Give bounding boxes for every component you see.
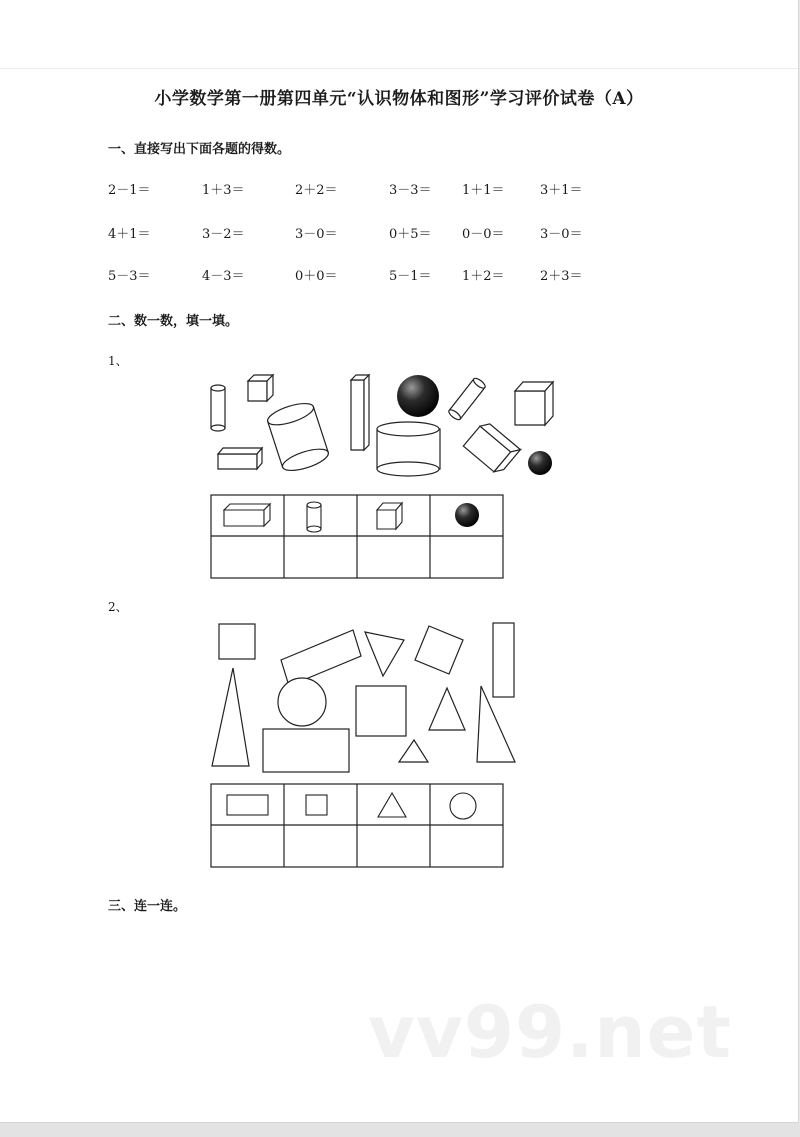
expression: 2－1＝ <box>108 183 151 198</box>
expression: 4－3＝ <box>202 269 245 284</box>
cylinder-icon <box>265 399 330 475</box>
expression-row <box>0 265 798 285</box>
sphere-icon <box>455 503 479 527</box>
square-icon <box>415 626 463 674</box>
cylinder-icon <box>307 502 321 532</box>
triangle-icon <box>399 740 428 762</box>
expression: 4＋1＝ <box>108 227 151 242</box>
triangle-icon <box>429 688 465 730</box>
cube-icon <box>515 382 553 425</box>
expression: 1＋3＝ <box>202 183 245 198</box>
expression: 3－0＝ <box>295 227 338 242</box>
expression: 0＋0＝ <box>295 269 338 284</box>
cube-icon <box>248 375 273 401</box>
cylinder-icon <box>377 422 440 476</box>
expression: 2＋2＝ <box>295 183 338 198</box>
question-1-label: 1、 <box>108 354 128 368</box>
cuboid-icon <box>463 420 520 476</box>
expression: 1＋1＝ <box>462 183 505 198</box>
solid-shapes-figure <box>200 365 570 490</box>
expression: 1＋2＝ <box>462 269 505 284</box>
rectangle-icon <box>493 623 514 697</box>
circle-icon <box>450 793 476 819</box>
divider <box>0 68 798 69</box>
page-title: 小学数学第一册第四单元“认识物体和图形”学习评价试卷（A） <box>154 89 644 109</box>
cuboid-icon <box>218 448 262 469</box>
cylinder-icon <box>211 385 225 431</box>
expression: 0－0＝ <box>462 227 505 242</box>
square-icon <box>306 795 327 815</box>
triangle-icon <box>378 793 406 817</box>
sphere-icon <box>397 375 439 417</box>
question-2-label: 2、 <box>108 600 128 614</box>
square-icon <box>219 624 255 659</box>
count-table-2 <box>210 783 505 869</box>
cuboid-icon <box>224 504 270 526</box>
expression: 3－0＝ <box>540 227 583 242</box>
expression: 3－2＝ <box>202 227 245 242</box>
expression: 5－1＝ <box>389 269 432 284</box>
expression: 3＋1＝ <box>540 183 583 198</box>
cuboid-icon <box>351 375 369 450</box>
count-table-1 <box>210 494 505 580</box>
section-1-heading: 一、直接写出下面各题的得数。 <box>108 142 291 157</box>
section-3-heading: 三、连一连。 <box>108 899 187 914</box>
watermark: vv99.net <box>368 990 732 1074</box>
square-icon <box>356 686 406 736</box>
cube-icon <box>377 503 402 529</box>
viewer-bottom-bar <box>0 1123 800 1137</box>
sphere-icon <box>528 451 552 475</box>
cylinder-icon <box>447 377 486 422</box>
section-2-heading: 二、数一数，填一填。 <box>108 314 239 329</box>
expression-row <box>0 179 798 199</box>
rectangle-icon <box>263 729 349 772</box>
expression: 2＋3＝ <box>540 269 583 284</box>
triangle-icon <box>365 632 404 676</box>
expression: 5－3＝ <box>108 269 151 284</box>
circle-icon <box>278 678 326 726</box>
expression: 3－3＝ <box>389 183 432 198</box>
rectangle-icon <box>281 630 361 686</box>
triangle-icon <box>212 668 249 766</box>
expression-row <box>0 223 798 243</box>
rectangle-icon <box>227 795 268 815</box>
plane-shapes-figure <box>205 616 525 776</box>
expression: 0＋5＝ <box>389 227 432 242</box>
